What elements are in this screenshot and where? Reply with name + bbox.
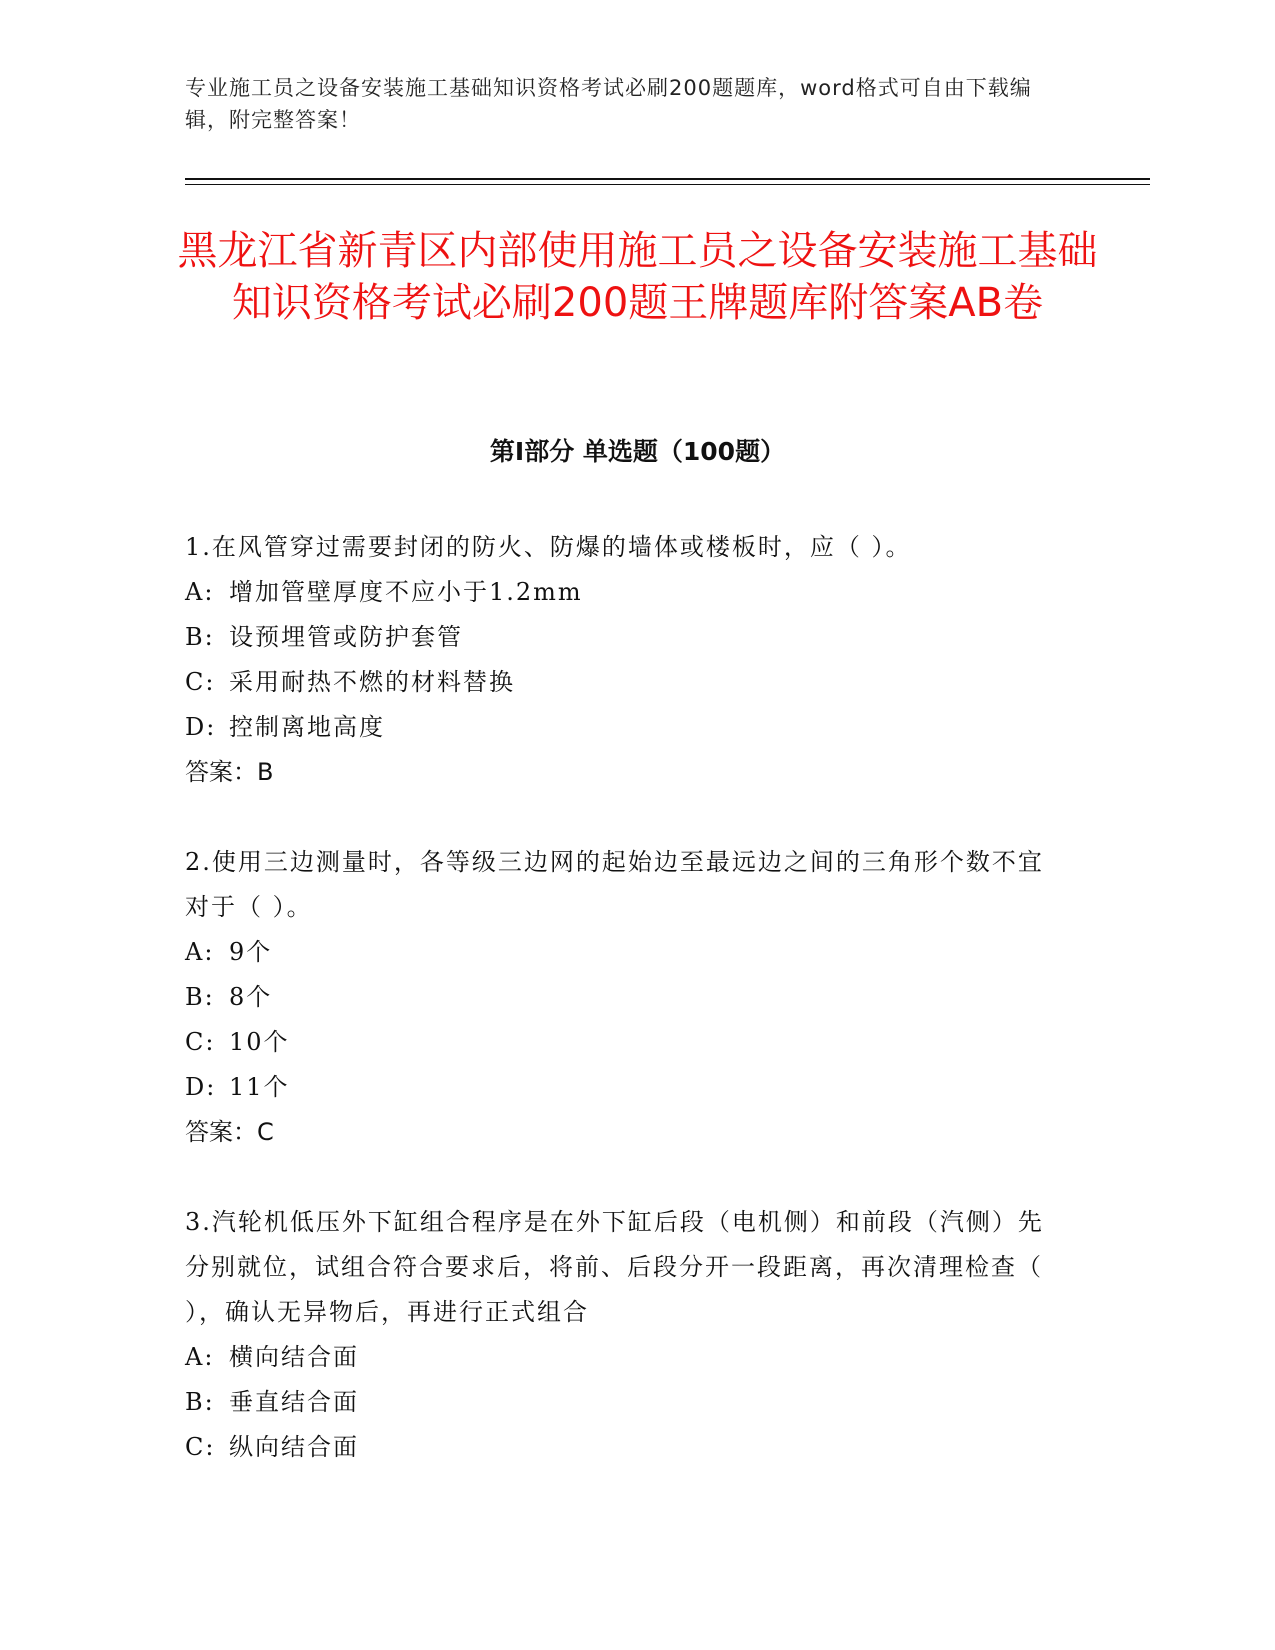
option-key: B: <box>185 983 215 1011</box>
option-key: A: <box>185 938 215 966</box>
answer-line: 答案：C <box>185 1118 274 1146</box>
option-a <box>185 570 1065 615</box>
option-text: 9个 <box>229 938 273 966</box>
question-3 <box>185 1200 1065 1470</box>
option-text: 采用耐热不燃的材料替换 <box>229 668 515 696</box>
section-title: 第Ⅰ部分 单选题（100题） <box>489 437 786 466</box>
answer-line: 答案：B <box>185 758 274 786</box>
option-text: 10个 <box>229 1028 290 1056</box>
option-text: 11个 <box>229 1073 290 1101</box>
option-text: 控制离地高度 <box>229 713 385 741</box>
option-key: C: <box>185 668 216 696</box>
question-list <box>185 525 1065 1515</box>
option-key: B: <box>185 1388 215 1416</box>
option-text: 纵向结合面 <box>229 1433 359 1461</box>
option-b <box>185 615 1065 660</box>
option-text: 横向结合面 <box>229 1343 359 1371</box>
option-key: D: <box>185 1073 217 1101</box>
header-divider-thin <box>185 184 1150 185</box>
option-text: 设预埋管或防护套管 <box>229 623 463 651</box>
option-key: A: <box>185 578 215 606</box>
option-c <box>185 1425 1065 1470</box>
option-text: 增加管壁厚度不应小于1.2mm <box>229 578 583 606</box>
option-text: 垂直结合面 <box>229 1388 359 1416</box>
option-key: A: <box>185 1343 215 1371</box>
option-d <box>185 1065 1065 1110</box>
option-a <box>185 930 1065 975</box>
option-a <box>185 1335 1065 1380</box>
question-stem: 1.在风管穿过需要封闭的防火、防爆的墙体或楼板时，应（ ）。 <box>185 533 912 561</box>
question-stem: 2.使用三边测量时，各等级三边网的起始边至最远边之间的三角形个数不宜对于（ ）。 <box>185 848 1044 921</box>
option-key: C: <box>185 1028 216 1056</box>
option-text: 8个 <box>229 983 273 1011</box>
option-key: C: <box>185 1433 216 1461</box>
option-b <box>185 975 1065 1020</box>
option-key: D: <box>185 713 217 741</box>
header-note: 专业施工员之设备安装施工基础知识资格考试必刷200题题库，word格式可自由下载编辑，附完整答案！ <box>185 76 1032 132</box>
option-c <box>185 660 1065 705</box>
question-1 <box>185 525 1065 795</box>
question-stem: 3.汽轮机低压外下缸组合程序是在外下缸后段（电机侧）和前段（汽侧）先分别就位，试组合符合要求后，将前、后段分开一段距离，再次清理检查（ ），确认无异物后，再进行正式组合 <box>185 1208 1044 1326</box>
option-d <box>185 705 1065 750</box>
question-2 <box>185 840 1065 1155</box>
option-c <box>185 1020 1065 1065</box>
header-divider-thick <box>185 178 1150 180</box>
option-b <box>185 1380 1065 1425</box>
option-key: B: <box>185 623 215 651</box>
document-title: 黑龙江省新青区内部使用施工员之设备安装施工基础知识资格考试必刷200题王牌题库附答案AB卷 <box>177 228 1098 326</box>
